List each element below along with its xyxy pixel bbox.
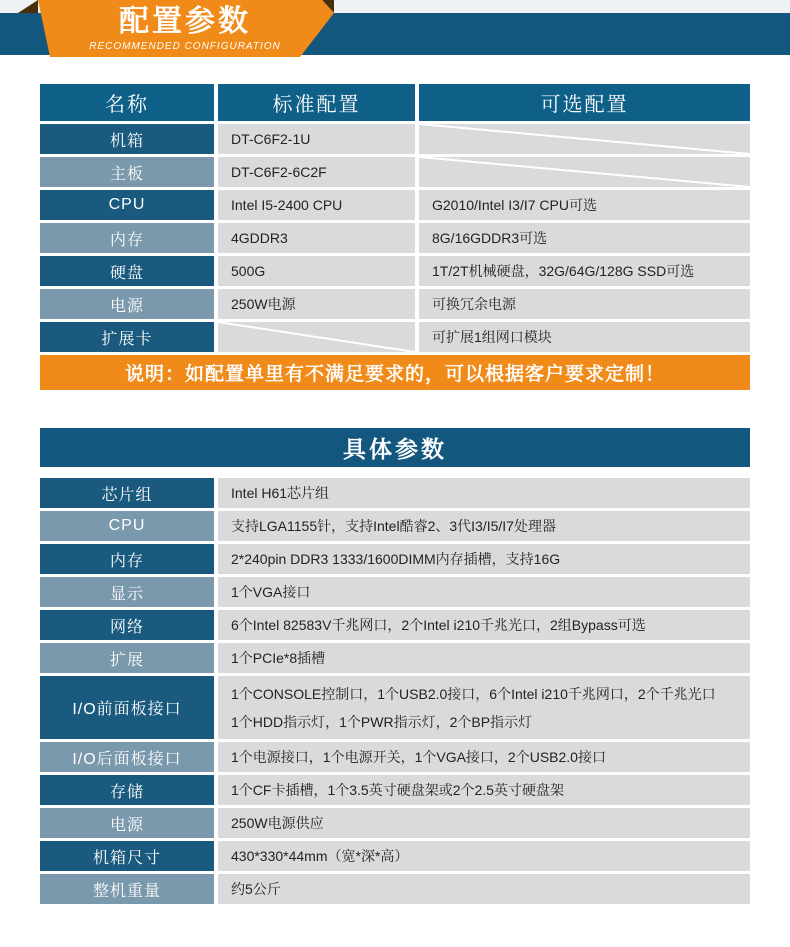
- row-standard-value: Intel I5-2400 CPU: [218, 190, 415, 220]
- row-value: 430*330*44mm（宽*深*高）: [218, 841, 750, 871]
- table-row: [40, 544, 750, 574]
- banner-title: 配置参数: [119, 4, 251, 38]
- row-value-line2: 1个HDD指示灯，1个PWR指示灯，2个BP指示灯: [231, 713, 533, 730]
- row-label: 芯片组: [40, 478, 214, 508]
- row-label: 网络: [40, 610, 214, 640]
- row-label: 硬盘: [40, 256, 214, 286]
- row-optional-value: 可换冗余电源: [419, 289, 750, 319]
- table-row: [40, 511, 750, 541]
- row-label: 存储: [40, 775, 214, 805]
- row-value: 1个PCIe*8插槽: [218, 643, 750, 673]
- config-header-name: 名称: [40, 84, 214, 121]
- table-row: [40, 742, 750, 772]
- row-optional-value-empty: [419, 157, 750, 187]
- row-standard-value: 250W电源: [218, 289, 415, 319]
- table-row: [40, 610, 750, 640]
- table-row: [40, 124, 750, 154]
- banner-subtitle: RECOMMENDED CONFIGURATION: [89, 40, 281, 52]
- row-value-line1: 1个CONSOLE控制口，1个USB2.0接口，6个Intel i210千兆网口，2个千兆光口: [231, 685, 716, 702]
- banner-text: [50, 0, 320, 57]
- table-row: [40, 841, 750, 871]
- row-value: 1个CF卡插槽，1个3.5英寸硬盘架或2个2.5英寸硬盘架: [218, 775, 750, 805]
- row-standard-value: 4GDDR3: [218, 223, 415, 253]
- table-row: [40, 223, 750, 253]
- table-row: [40, 643, 750, 673]
- row-label: 电源: [40, 808, 214, 838]
- spec-table: [40, 428, 750, 907]
- table-row: [40, 157, 750, 187]
- table-row: [40, 478, 750, 508]
- row-value: Intel H61芯片组: [218, 478, 750, 508]
- row-label: 扩展: [40, 643, 214, 673]
- table-row: [40, 256, 750, 286]
- table-row: [40, 289, 750, 319]
- row-value: 6个Intel 82583V千兆网口，2个Intel i210千兆光口，2组Bypass可选: [218, 610, 750, 640]
- row-label: I/O前面板接口: [40, 676, 214, 739]
- config-note-bar: 说明：如配置单里有不满足要求的，可以根据客户要求定制！: [40, 355, 750, 390]
- row-label: 整机重量: [40, 874, 214, 904]
- config-header-standard: 标准配置: [218, 84, 415, 121]
- row-optional-value: G2010/Intel I3/I7 CPU可选: [419, 190, 750, 220]
- table-row: [40, 808, 750, 838]
- row-label: 扩展卡: [40, 322, 214, 352]
- row-label: 机箱: [40, 124, 214, 154]
- row-optional-value: 可扩展1组网口模块: [419, 322, 750, 352]
- row-label: 机箱尺寸: [40, 841, 214, 871]
- row-label: CPU: [40, 511, 214, 541]
- table-row: [40, 874, 750, 904]
- table-row: [40, 775, 750, 805]
- config-table-header-row: [40, 84, 750, 121]
- row-label: 电源: [40, 289, 214, 319]
- row-label: I/O后面板接口: [40, 742, 214, 772]
- row-value: 1个VGA接口: [218, 577, 750, 607]
- banner: [0, 0, 790, 60]
- row-value: 1个电源接口，1个电源开关，1个VGA接口，2个USB2.0接口: [218, 742, 750, 772]
- table-row: [40, 676, 750, 739]
- row-standard-value: DT-C6F2-6C2F: [218, 157, 415, 187]
- row-value: 约5公斤: [218, 874, 750, 904]
- config-table: [40, 84, 750, 390]
- table-row: [40, 322, 750, 352]
- config-header-optional: 可选配置: [419, 84, 750, 121]
- row-standard-value: 500G: [218, 256, 415, 286]
- row-value: 250W电源供应: [218, 808, 750, 838]
- row-optional-value: 1T/2T机械硬盘，32G/64G/128G SSD可选: [419, 256, 750, 286]
- row-optional-value-empty: [419, 124, 750, 154]
- row-label: 内存: [40, 223, 214, 253]
- table-row: [40, 190, 750, 220]
- row-label: 内存: [40, 544, 214, 574]
- row-value: 2*240pin DDR3 1333/1600DIMM内存插槽，支持16G: [218, 544, 750, 574]
- row-optional-value: 8G/16GDDR3可选: [419, 223, 750, 253]
- table-row: [40, 577, 750, 607]
- row-standard-value: DT-C6F2-1U: [218, 124, 415, 154]
- row-value: [218, 676, 750, 739]
- row-standard-value-empty: [218, 322, 415, 352]
- row-label: CPU: [40, 190, 214, 220]
- row-label: 显示: [40, 577, 214, 607]
- spec-table-title: 具体参数: [40, 428, 750, 467]
- row-label: 主板: [40, 157, 214, 187]
- row-value: 支持LGA1155针，支持Intel酷睿2、3代I3/I5/I7处理器: [218, 511, 750, 541]
